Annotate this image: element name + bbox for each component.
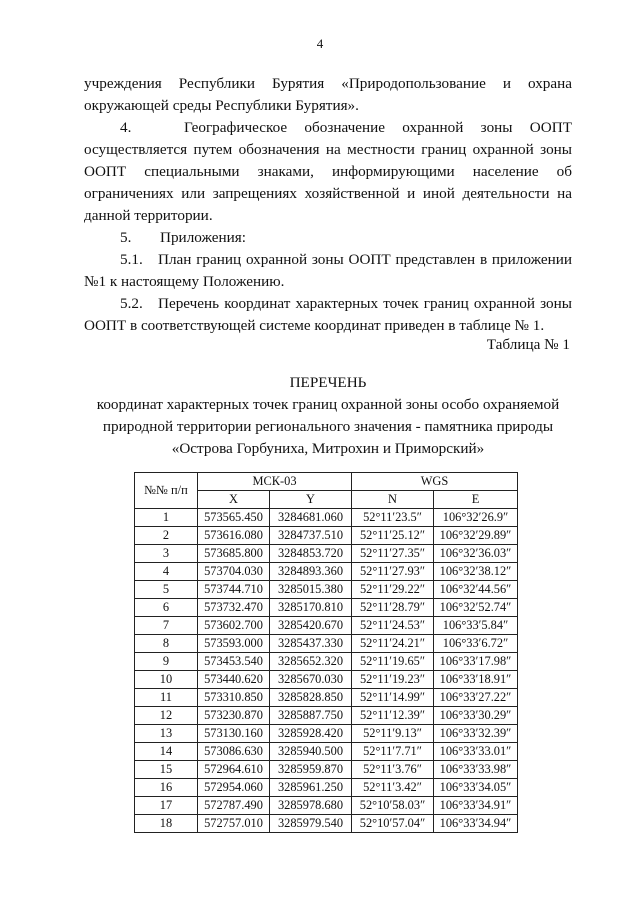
cell-x: 573310.850 <box>198 689 270 707</box>
cell-y: 3284681.060 <box>270 509 352 527</box>
cell-n: 52°11′28.79″ <box>352 599 434 617</box>
paragraph-1: учреждения Республики Бурятия «Природопользование и охрана окружающей среды Республики Бурятия». <box>84 75 572 114</box>
table-row <box>135 653 518 671</box>
table-row <box>135 545 518 563</box>
cell-y: 3285437.330 <box>270 635 352 653</box>
cell-number: 12 <box>135 707 198 725</box>
cell-e: 106°33′32.39″ <box>434 725 518 743</box>
table-row <box>135 581 518 599</box>
table-body <box>135 509 518 833</box>
cell-n: 52°11′27.93″ <box>352 563 434 581</box>
cell-y: 3284737.510 <box>270 527 352 545</box>
cell-n: 52°10′57.04″ <box>352 815 434 833</box>
cell-y: 3285015.380 <box>270 581 352 599</box>
cell-x: 573565.450 <box>198 509 270 527</box>
table-row <box>135 527 518 545</box>
cell-e: 106°32′36.03″ <box>434 545 518 563</box>
cell-n: 52°11′3.76″ <box>352 761 434 779</box>
cell-n: 52°11′19.23″ <box>352 671 434 689</box>
paragraph-5-2-text: Перечень координат характерных точек границ охранной зоны ООПТ в соответствующей системе координат приведен в таблице № 1. <box>84 295 572 334</box>
page-number: 4 <box>316 36 324 51</box>
cell-e: 106°33′27.22″ <box>434 689 518 707</box>
coordinates-table <box>134 472 518 833</box>
title-line-2: природной территории регионального значения - памятника природы <box>102 418 554 435</box>
cell-x: 573440.620 <box>198 671 270 689</box>
cell-e: 106°33′18.91″ <box>434 671 518 689</box>
header-n: N <box>352 491 434 509</box>
cell-e: 106°33′5.84″ <box>434 617 518 635</box>
cell-number: 6 <box>135 599 198 617</box>
cell-number: 15 <box>135 761 198 779</box>
cell-e: 106°33′34.05″ <box>434 779 518 797</box>
paragraph-5 <box>84 227 572 249</box>
paragraph-4 <box>84 117 572 227</box>
cell-x: 572787.490 <box>198 797 270 815</box>
cell-e: 106°32′26.9″ <box>434 509 518 527</box>
cell-e: 106°32′29.89″ <box>434 527 518 545</box>
cell-x: 573616.080 <box>198 527 270 545</box>
cell-n: 52°11′19.65″ <box>352 653 434 671</box>
cell-e: 106°32′44.56″ <box>434 581 518 599</box>
table-row <box>135 779 518 797</box>
paragraph-5-2 <box>84 293 572 337</box>
header-y: Y <box>270 491 352 509</box>
cell-n: 52°11′9.13″ <box>352 725 434 743</box>
cell-e: 106°33′34.94″ <box>434 815 518 833</box>
cell-number: 1 <box>135 509 198 527</box>
cell-e: 106°32′52.74″ <box>434 599 518 617</box>
body-text <box>84 73 572 337</box>
cell-x: 573453.540 <box>198 653 270 671</box>
table-row <box>135 797 518 815</box>
table-row <box>135 509 518 527</box>
paragraph-4-number: 4. <box>120 119 132 136</box>
cell-n: 52°11′7.71″ <box>352 743 434 761</box>
cell-n: 52°11′12.39″ <box>352 707 434 725</box>
cell-number: 11 <box>135 689 198 707</box>
cell-y: 3284893.360 <box>270 563 352 581</box>
cell-e: 106°33′34.91″ <box>434 797 518 815</box>
paragraph-5-number: 5. <box>120 229 132 246</box>
header-e: E <box>434 491 518 509</box>
paragraph-4-text: Географическое обозначение охранной зоны ООПТ осуществляется путем обозначения на местности границ охранной зоны ООПТ специальными знаками, информирующими население об ограничениях или запрещениях хозяйственной и иной деятельности на данной территории. <box>84 119 572 224</box>
table-row <box>135 671 518 689</box>
table-row <box>135 761 518 779</box>
cell-number: 13 <box>135 725 198 743</box>
cell-y: 3285887.750 <box>270 707 352 725</box>
cell-y: 3285670.030 <box>270 671 352 689</box>
cell-x: 573744.710 <box>198 581 270 599</box>
cell-e: 106°33′6.72″ <box>434 635 518 653</box>
header-row-1 <box>135 473 518 491</box>
cell-e: 106°33′33.01″ <box>434 743 518 761</box>
cell-number: 3 <box>135 545 198 563</box>
cell-x: 573593.000 <box>198 635 270 653</box>
cell-x: 573602.700 <box>198 617 270 635</box>
table-row <box>135 563 518 581</box>
cell-n: 52°11′25.12″ <box>352 527 434 545</box>
cell-y: 3285828.850 <box>270 689 352 707</box>
header-msk: МСК-03 <box>198 473 352 491</box>
cell-number: 9 <box>135 653 198 671</box>
paragraph-5-1 <box>84 249 572 293</box>
cell-y: 3285961.250 <box>270 779 352 797</box>
table-row <box>135 743 518 761</box>
cell-n: 52°11′14.99″ <box>352 689 434 707</box>
paragraph-5-2-number: 5.2. <box>120 295 143 312</box>
cell-n: 52°11′24.21″ <box>352 635 434 653</box>
cell-number: 5 <box>135 581 198 599</box>
cell-x: 573685.800 <box>198 545 270 563</box>
cell-number: 8 <box>135 635 198 653</box>
cell-n: 52°11′27.35″ <box>352 545 434 563</box>
title-line-3: «Острова Горбуниха, Митрохин и Приморский» <box>171 440 485 457</box>
cell-x: 573086.630 <box>198 743 270 761</box>
header-number: №№ п/п <box>135 473 198 509</box>
cell-number: 10 <box>135 671 198 689</box>
cell-e: 106°33′33.98″ <box>434 761 518 779</box>
cell-number: 17 <box>135 797 198 815</box>
cell-number: 2 <box>135 527 198 545</box>
table-caption: Таблица № 1 <box>486 336 570 353</box>
cell-x: 572964.610 <box>198 761 270 779</box>
cell-y: 3285652.320 <box>270 653 352 671</box>
table-row <box>135 689 518 707</box>
cell-e: 106°32′38.12″ <box>434 563 518 581</box>
cell-number: 16 <box>135 779 198 797</box>
table-header <box>135 473 518 509</box>
table-title <box>60 372 596 460</box>
table-row <box>135 599 518 617</box>
title-heading: ПЕРЕЧЕНЬ <box>289 374 367 391</box>
cell-n: 52°10′58.03″ <box>352 797 434 815</box>
cell-e: 106°33′17.98″ <box>434 653 518 671</box>
table-row <box>135 815 518 833</box>
cell-y: 3285170.810 <box>270 599 352 617</box>
cell-n: 52°11′23.5″ <box>352 509 434 527</box>
cell-y: 3284853.720 <box>270 545 352 563</box>
cell-number: 4 <box>135 563 198 581</box>
cell-n: 52°11′3.42″ <box>352 779 434 797</box>
cell-y: 3285959.870 <box>270 761 352 779</box>
header-x: X <box>198 491 270 509</box>
cell-x: 572757.010 <box>198 815 270 833</box>
cell-y: 3285928.420 <box>270 725 352 743</box>
table-row <box>135 635 518 653</box>
cell-x: 573230.870 <box>198 707 270 725</box>
title-line-1: координат характерных точек границ охранной зоны особо охраняемой <box>96 396 560 413</box>
paragraph-5-1-text: План границ охранной зоны ООПТ представлен в приложении №1 к настоящему Положению. <box>84 251 572 290</box>
header-wgs: WGS <box>352 473 518 491</box>
cell-y: 3285420.670 <box>270 617 352 635</box>
table-row <box>135 725 518 743</box>
cell-x: 572954.060 <box>198 779 270 797</box>
cell-y: 3285978.680 <box>270 797 352 815</box>
table-row <box>135 707 518 725</box>
paragraph-5-text: Приложения: <box>160 229 246 246</box>
cell-y: 3285979.540 <box>270 815 352 833</box>
cell-x: 573130.160 <box>198 725 270 743</box>
cell-n: 52°11′24.53″ <box>352 617 434 635</box>
cell-number: 18 <box>135 815 198 833</box>
cell-x: 573732.470 <box>198 599 270 617</box>
table-row <box>135 617 518 635</box>
cell-number: 14 <box>135 743 198 761</box>
cell-y: 3285940.500 <box>270 743 352 761</box>
cell-number: 7 <box>135 617 198 635</box>
cell-x: 573704.030 <box>198 563 270 581</box>
cell-e: 106°33′30.29″ <box>434 707 518 725</box>
paragraph-5-1-number: 5.1. <box>120 251 143 268</box>
cell-n: 52°11′29.22″ <box>352 581 434 599</box>
